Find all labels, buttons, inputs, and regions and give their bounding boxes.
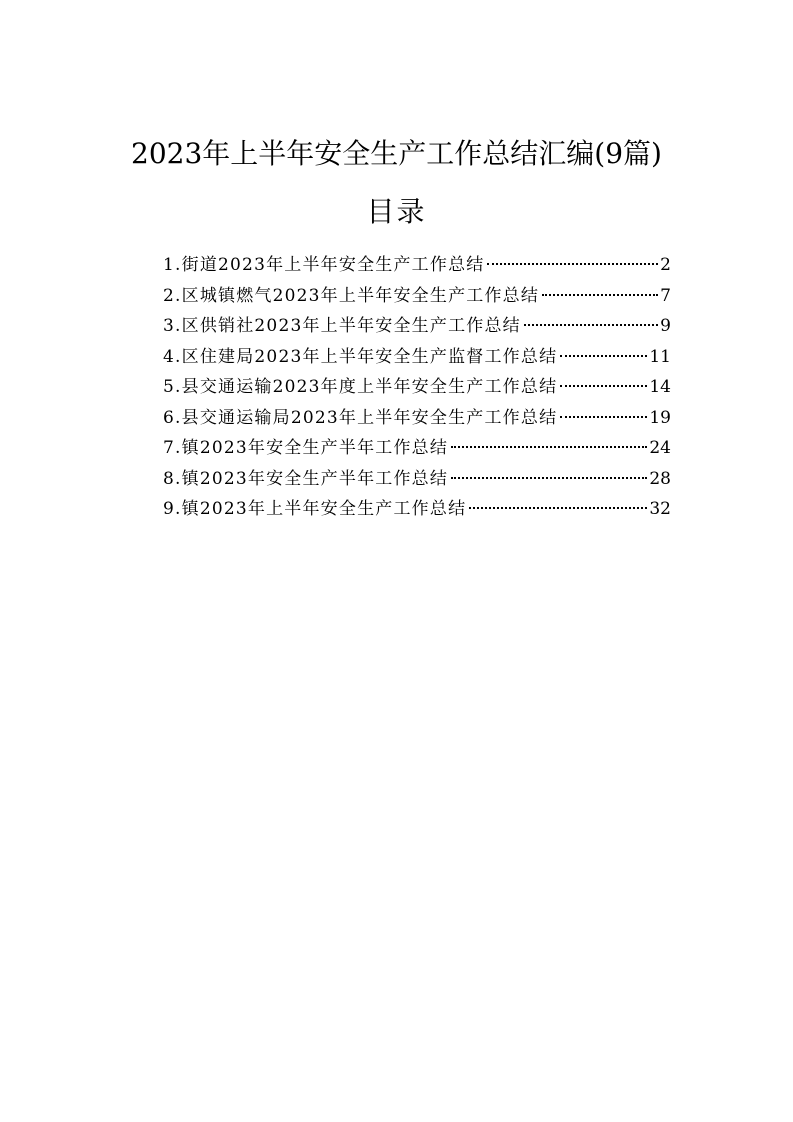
toc-dot-leader [451, 446, 647, 448]
toc-entry-title: 5.县交通运输2023年度上半年安全生产工作总结 [163, 377, 558, 397]
toc-entry-title: 3.区供销社2023年上半年安全生产工作总结 [163, 316, 521, 336]
toc-entry-title: 4.区住建局2023年上半年安全生产监督工作总结 [163, 346, 558, 367]
toc-entry-title: 6.县交通运输局2023年上半年安全生产工作总结 [163, 407, 558, 428]
toc-page-number: 2 [660, 255, 671, 275]
toc-entry-title: 2.区城镇燃气2023年上半年安全生产工作总结 [163, 285, 540, 306]
toc-entry-title: 1.街道2023年上半年安全生产工作总结 [163, 255, 485, 275]
toc-entry-5[interactable] [163, 372, 671, 403]
toc-heading: 目录 [366, 195, 427, 228]
toc-page-number: 9 [660, 316, 671, 336]
toc-page-number: 19 [649, 407, 671, 428]
toc-page-number: 7 [660, 285, 671, 306]
toc-entry-2[interactable] [163, 281, 671, 312]
toc-dot-leader [542, 294, 658, 296]
toc-dot-leader [560, 355, 647, 357]
toc-page-number: 24 [649, 438, 671, 458]
toc-entry-title: 7.镇2023年安全生产半年工作总结 [163, 438, 449, 458]
toc-dot-leader [451, 477, 647, 479]
document-title: 2023年上半年安全生产工作总结汇编(9篇) [131, 137, 662, 170]
toc-entry-title: 9.镇2023年上半年安全生产工作总结 [163, 499, 467, 519]
toc-page-number: 32 [649, 499, 671, 519]
toc-page-number: 11 [649, 346, 671, 367]
toc-dot-leader [469, 507, 647, 509]
toc-dot-leader [560, 416, 647, 418]
toc-entry-3[interactable] [163, 311, 671, 342]
toc-dot-leader [560, 385, 647, 387]
toc-page-number: 28 [649, 468, 671, 489]
toc-entry-6[interactable] [163, 403, 671, 434]
toc-entry-4[interactable] [163, 342, 671, 373]
toc-dot-leader [487, 263, 658, 265]
toc-entry-8[interactable] [163, 464, 671, 495]
toc-entry-1[interactable] [163, 250, 671, 281]
table-of-contents [163, 250, 671, 525]
toc-entry-7[interactable] [163, 433, 671, 464]
toc-page-number: 14 [649, 377, 671, 397]
toc-dot-leader [524, 324, 658, 326]
toc-entry-9[interactable] [163, 494, 671, 525]
toc-entry-title: 8.镇2023年安全生产半年工作总结 [163, 468, 449, 489]
